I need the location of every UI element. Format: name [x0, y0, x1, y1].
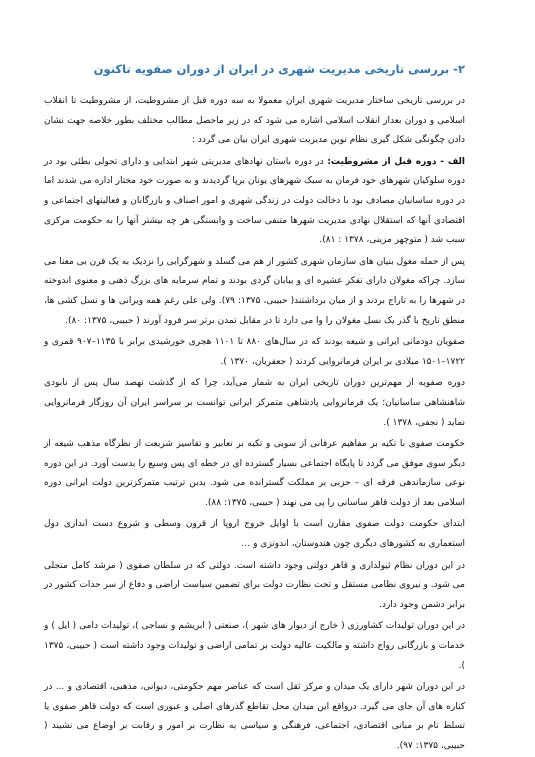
- paragraph-pre-constitution: الف - دوره قبل از مشروطیت: در دوره باستان نهادهای مدیریتی شهر ابتدایی و دارای تحولی بطئی بود در دوره سلوکیان شهرهای خود فرمان به سبک شهرهای یونان برپا گردیدند و به صورت خود مختار اداره می شدند اما در دوره ساسانیان مصادف بود با دخالت دولت در زندگی شهری و امور اصناف و بازرگانان و فعالیتهای اجتماعی و اقتصادی آنها که استقلال نهادی مدیریت شهرها متنفی ساخت و وابستگی هر چه بیشتر آنها را به حکومت مرکزی سبب شد ( متوچهر مزینی، ۱۳۷۸ : ۸۱).: [44, 156, 466, 246]
- paragraph-city-square: در این دوران شهر دارای یک میدان و مرکز ثقل است که عناصر مهم حکومتی، دیوانی، مذهبی، اقتصادی و ... در کناره های آن جای می گیرد. درواقع این میدان محل تقاطع گذرهای اصلی و عبوری است که دولت قاهر صفوی یا تسلط تام بر مبانی اقتصادی، اجتماعی، فرهنگی و سیاسی به نظارت بر امور و رقابت بر اوضاع می نشیند ( حبیبی، ۱۳۷۵: ۹۷).: [44, 682, 465, 751]
- paragraph-safavid-importance: دوره صفویه از مهم‌ترین دوران تاریخی ایران به شمار می‌آید، چرا که از گذشت نهصد سال پس از نابودی شاهنشاهی ساسانیان؛ یک فرمانروایی پادشاهی متمرکز ایرانی توانست بر سراسر ایران آن روزگار فرمانروایی نماید ( نجفی، ۱۳۷۸ ).: [44, 378, 465, 428]
- paragraph-safavid-europe: ابتدای حکومت دولت صفوی مقارن است با اوایل خروج اروپا از قرون وسطی و شروع دست اندازی دول استعماری به کشورهای دیگری چون هندوستان، اندونزی و …: [44, 519, 465, 550]
- paragraph-intro: در بررسی تاریخی ساختار مدیریت شهری ایران معمولا به سه دوره قبل از مشروطیت، از مشروطیت تا انقلاب اسلامی و دوران بعداز انقلاب اسلامی اشاره می شود که در زیر ماحصل مطالب مختلف بطور خلاصه جهت نشان دادن چگونگی شکل گیری نظام نوین مدیریت شهری ایران بیان می گردد :: [44, 96, 465, 146]
- paragraph-production: در این دوران تولیدات کشاورزی ( خارج از دیوار های شهر )، صنعتی ( ابریشم و نساجی )، تولیدات دامی ( ایل ) و خدمات و بازرگانی رواج داشته و مالکیت عالیه دولت بر تمامی اراضی و تولیدات وجود داشته است ( حبیبی، ۱۳۷۵ ).: [44, 621, 465, 671]
- paragraph-mongol: پس از حمله مغول بنیان های سازمان شهری کشور از هم می گسلد و شهرگرایی را نزدیک به یک قرن بی معنا می سازد. چراکه مغولان دارای تفکر عشیره ای و بیابان گردی بودند و تمام سرمایه های بزرگ ذهنی و معنوی اندوخته در شهرها را به تاراج بردند و از میان برداشتند( حبیبی، ۱۳۷۵: ۷۹). ولی علی رغم همه ویرانی ها و نسل کشی ها، منطق تاریخ با گذر یک نسل مغولان را وا می دارد تا در مقابل تمدن برتر سر فرود آورند ( حبیبی، ۱۳۷۵: ۸۰).: [44, 256, 465, 326]
- paragraph-label: الف - دوره قبل از مشروطیت:: [327, 156, 466, 167]
- paragraph-feudal-system: در این دوران نظام ئیولداری و قاهر دولتی وجود داشته است. دولتی که در سلطان صفوی ( مرشد کامل متجلی می شود. و نیروی نظامی مستقل و تحت نظارت دولت برای تضمین سیاست اراضی و دفاع از سر حدات کشور در برابر دشمن وجود دارد.: [44, 560, 465, 610]
- paragraph-safavid-government: حکومت صفوی با تکیه بر مفاهیم عرفانی از سویی و تکیه بر تعابیر و تفاسیر شریعت از نظرگاه مذهب شیعه از دیگر سوی موفق می گردد تا پایگاه اجتماعی بسیار گسترده ای در خطه ای پس وسیع را بدست آورد. در این دوره نوعی سازماندهی فرقه ای – حزبی بر مملکت گسترانده می شود. بدین ترتیب متمرکزترین دولت ایرانی دوره اسلامی بعد از دولت قاهر ساسانی را پی می نهند ( حبیبی، ۱۳۷۵: ۸۸).: [44, 439, 465, 508]
- section-heading: ۲- بررسی تاریخی مدیریت شهری در ایران از دوران صفویه تاکنون: [93, 62, 465, 76]
- paragraph-safavid-dates: صفویان دودمانی ایرانی و شیعه بودند که در سال‌های ۸۸۰ تا ۱۱۰۱ هجری خورشیدی برابر با ۱۱۳۵–۹۰۷ قمری و ۱۷۲۲–۱۵۰۱ میلادی بر ایران فرمانروایی کردند ( جعفریان، ۱۳۷۰ ).: [44, 337, 465, 367]
